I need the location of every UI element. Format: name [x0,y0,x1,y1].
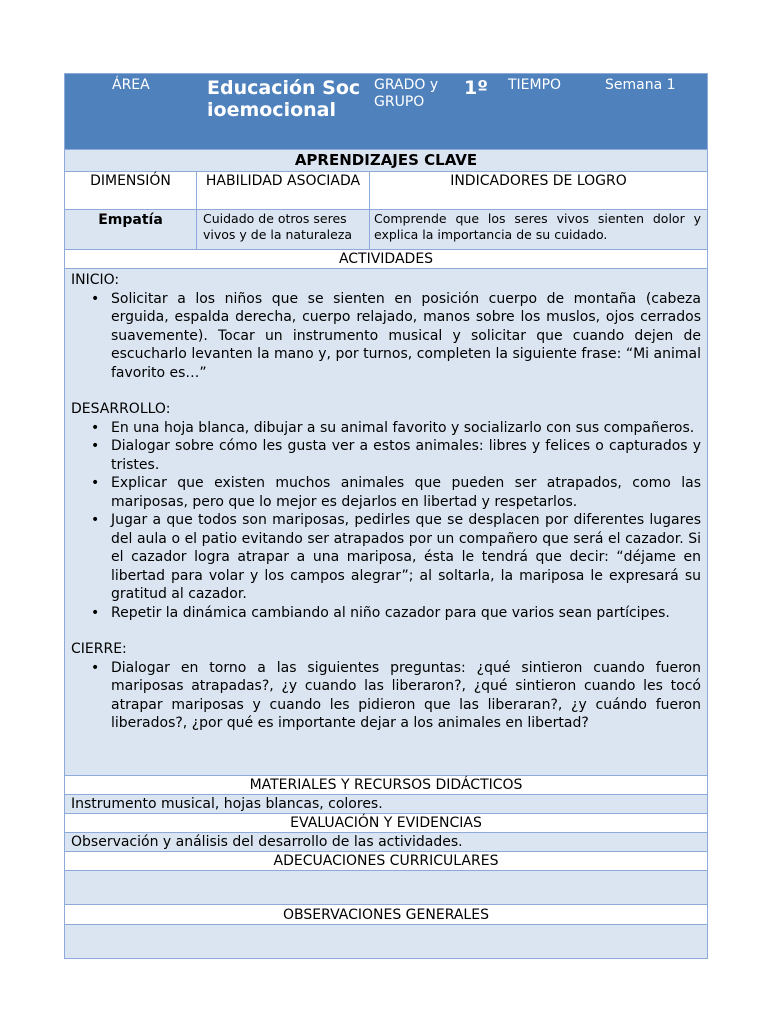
list-item: • Solicitar a los niños que se sienten en posición cuerpo de montaña (cabeza erguida, espalda derecha, cuerpo relajado, manos sobre los muslos, ojos cerrados suavemente). Tocar un instrumento musical y solicitar que cuando dejen de escucharlo levanten la mano y, por turnos, completen la siguiente frase: “Mi animal favorito es…” [111,290,701,383]
list-item: • Dialogar sobre cómo les gusta ver a estos animales: libres y felices o capturados y tristes. [111,437,701,474]
grado-value: 1º [464,77,488,99]
desarrollo-list [91,419,701,623]
inicio-label: INICIO: [71,272,120,288]
desarrollo-label: DESARROLLO: [71,401,171,417]
learning-row [64,210,708,250]
area-label: ÁREA [112,77,150,93]
evaluacion-title: EVALUACIÓN Y EVIDENCIAS [64,814,708,833]
tiempo-label: TIEMPO [508,77,562,93]
inicio-list [91,290,701,383]
observaciones-title: OBSERVACIONES GENERALES [64,905,708,925]
actividades-title: ACTIVIDADES [64,250,708,269]
evaluacion-text: Observación y análisis del desarrollo de las actividades. [64,833,708,852]
indicadores-header: INDICADORES DE LOGRO [450,173,627,189]
cierre-label: CIERRE: [71,641,127,657]
grado-label: GRADO y GRUPO [374,77,439,110]
materiales-title: MATERIALES Y RECURSOS DIDÁCTICOS [64,776,708,795]
adecuaciones-title: ADECUACIONES CURRICULARES [64,852,708,871]
list-item: • Jugar a que todos son mariposas, pedirles que se desplacen por diferentes lugares del aula o el patio evitando ser atrapados por un compañero que será el cazador. Si el cazador logra atrapar a una mariposa, ésta le tendrá que decir: “déjame en libertad para volar y los campos alegrar”; al soltarla, la mariposa le expresará su gratitud al cazador. [111,511,701,604]
habilidad-header: HABILIDAD ASOCIADA [197,172,370,209]
list-item: • Repetir la dinámica cambiando al niño cazador para que varios sean partícipes. [111,604,701,623]
list-item: • En una hoja blanca, dibujar a su animal favorito y socializarlo con sus compañeros. [111,419,701,438]
list-item: • Dialogar en torno a las siguientes preguntas: ¿qué sintieron cuando fueron mariposas atrapadas?, ¿y cuando las liberaron?, ¿qué sintieron cuando les tocó atrapar mariposas y cuando les pidieron que las liberaran?, ¿y cuándo fueron liberados?, ¿por qué es importante dejar a los animales en libertad? [111,659,701,733]
columns-header-row [64,172,708,210]
lesson-plan-table [64,73,708,959]
observaciones-text [64,925,708,959]
adecuaciones-text [64,871,708,905]
materiales-text: Instrumento musical, hojas blancas, colores. [64,795,708,814]
habilidad-value: Cuidado de otros seres vivos y de la naturaleza [197,210,370,249]
dimension-header: DIMENSIÓN [65,172,197,209]
actividades-body [64,269,708,776]
aprendizajes-title: APRENDIZAJES CLAVE [64,150,708,172]
dimension-value: Empatía [65,210,197,249]
header-band [64,73,708,150]
cierre-list [91,659,701,733]
tiempo-value: Semana 1 [605,77,676,93]
list-item: • Explicar que existen muchos animales que pueden ser atrapados, como las mariposas, pero que lo mejor es dejarlos en libertad y respetarlos. [111,474,701,511]
indicador-value: Comprende que los seres vivos sienten dolor y explica la importancia de su cuidado. [374,211,701,242]
subject-title: Educación Socioemocional [207,77,361,121]
